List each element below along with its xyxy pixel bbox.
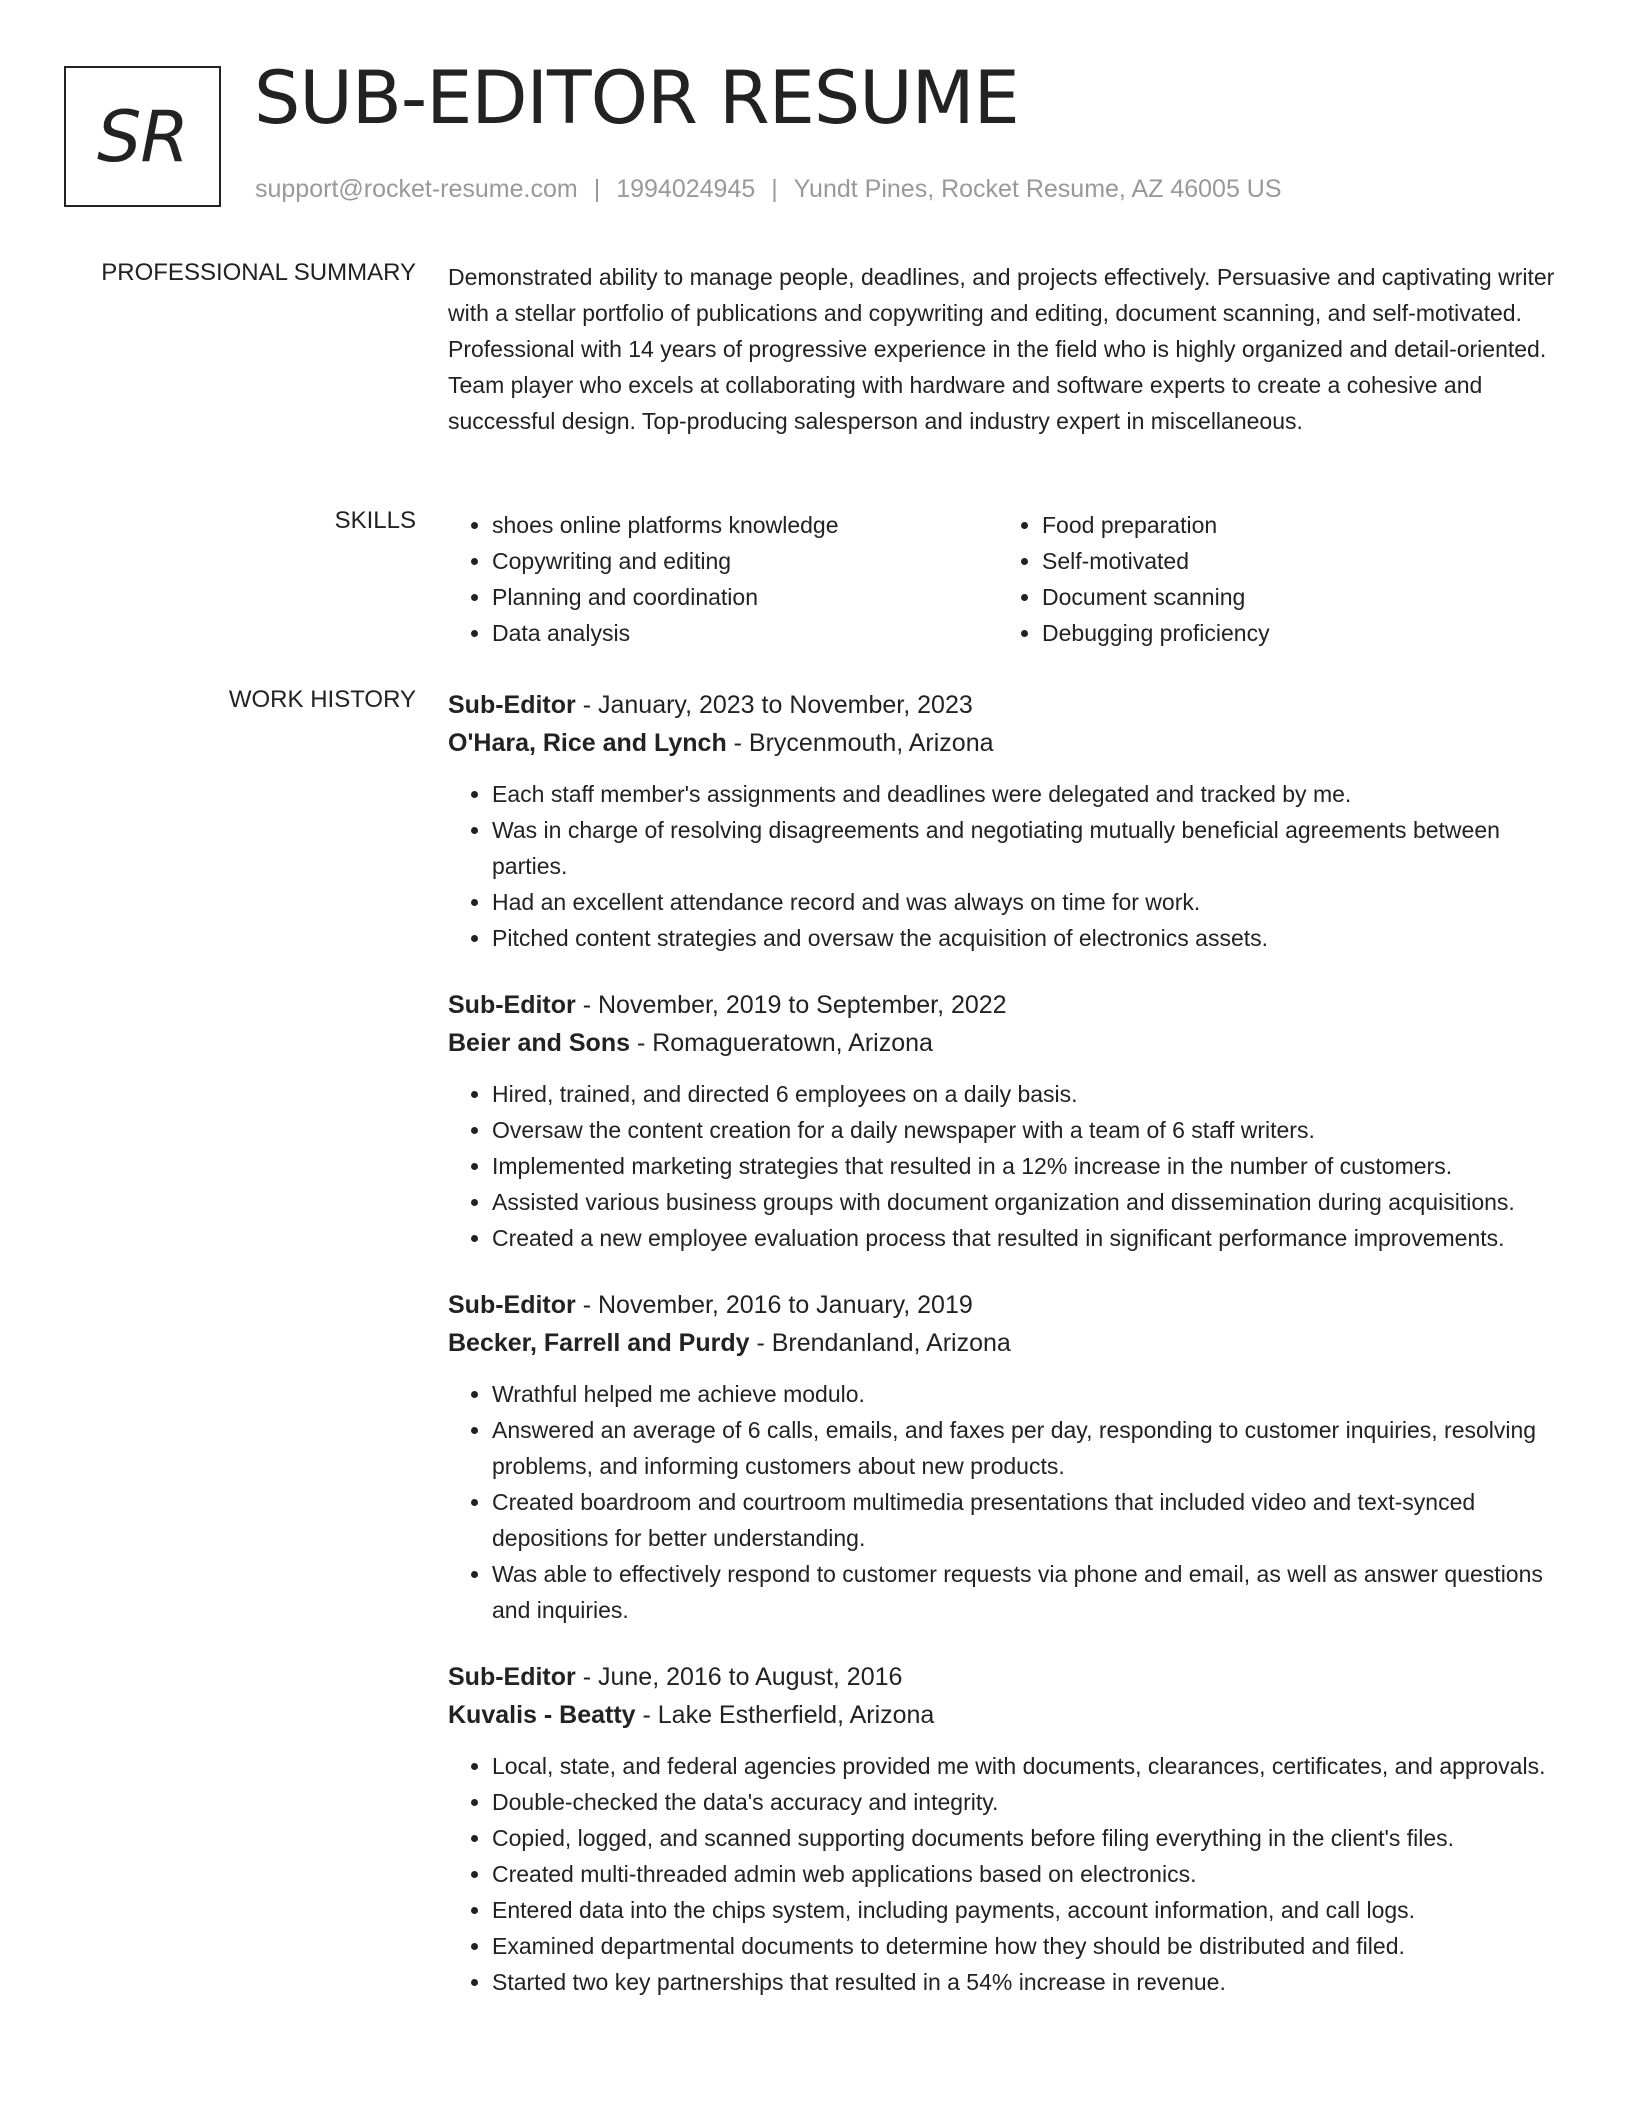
job-bullet: • Local, state, and federal agencies provided me with documents, clearances, certificates, and approvals. bbox=[492, 1748, 1568, 1784]
job-bullets bbox=[448, 1376, 1568, 1628]
skills-list-right bbox=[998, 507, 1548, 651]
contact-email[interactable]: support@rocket-resume.com bbox=[255, 175, 578, 203]
skill-item: • Debugging proficiency bbox=[1042, 615, 1548, 651]
job-bullet: • Pitched content strategies and oversaw the acquisition of electronics assets. bbox=[492, 920, 1568, 956]
job-bullets bbox=[448, 1076, 1568, 1256]
section-label-work-history: WORK HISTORY bbox=[228, 686, 416, 713]
contact-address: Yundt Pines, Rocket Resume, AZ 46005 US bbox=[793, 175, 1282, 203]
job-company: Becker, Farrell and Purdy bbox=[448, 1329, 750, 1357]
section-label-summary: PROFESSIONAL SUMMARY bbox=[101, 259, 416, 286]
skills-column-right bbox=[998, 507, 1548, 651]
job-entry bbox=[448, 986, 1568, 1256]
job-bullet: • Implemented marketing strategies that resulted in a 12% increase in the number of customers. bbox=[492, 1148, 1568, 1184]
job-title-line bbox=[448, 1286, 1568, 1324]
job-bullet: • Answered an average of 6 calls, emails, and faxes per day, responding to customer inquiries, resolving problems, and informing customers about new products. bbox=[492, 1412, 1568, 1484]
contact-separator: | bbox=[771, 175, 778, 203]
job-title: Sub-Editor bbox=[448, 991, 576, 1019]
job-bullet: • Created boardroom and courtroom multimedia presentations that included video and text-synced depositions for better understanding. bbox=[492, 1484, 1568, 1556]
job-company: O'Hara, Rice and Lynch bbox=[448, 729, 727, 757]
job-bullet: • Created a new employee evaluation process that resulted in significant performance improvements. bbox=[492, 1220, 1568, 1256]
monogram-box bbox=[64, 66, 221, 207]
skill-item: • shoes online platforms knowledge bbox=[492, 507, 998, 543]
contact-line bbox=[255, 175, 1282, 204]
skills-body bbox=[448, 507, 1568, 651]
skill-item: • Document scanning bbox=[1042, 579, 1548, 615]
skills-column-left bbox=[448, 507, 998, 651]
job-dates: - November, 2019 to September, 2022 bbox=[575, 991, 1007, 1019]
job-title-line bbox=[448, 1658, 1568, 1696]
job-bullets bbox=[448, 1748, 1568, 2000]
job-entry bbox=[448, 686, 1568, 956]
job-location: - Romagueratown, Arizona bbox=[630, 1029, 933, 1057]
work-history-body bbox=[448, 686, 1568, 2030]
skills-columns bbox=[448, 507, 1568, 651]
job-bullet: • Hired, trained, and directed 6 employees on a daily basis. bbox=[492, 1076, 1568, 1112]
skills-list-left bbox=[448, 507, 998, 651]
job-bullet: • Started two key partnerships that resulted in a 54% increase in revenue. bbox=[492, 1964, 1568, 2000]
job-bullet: • Was in charge of resolving disagreements and negotiating mutually beneficial agreements between parties. bbox=[492, 812, 1568, 884]
contact-phone[interactable]: 1994024945 bbox=[616, 175, 756, 203]
job-company-line bbox=[448, 1324, 1568, 1362]
job-bullet: • Entered data into the chips system, including payments, account information, and call logs. bbox=[492, 1892, 1568, 1928]
monogram-initials: SR bbox=[96, 95, 189, 178]
job-bullet: • Created multi-threaded admin web applications based on electronics. bbox=[492, 1856, 1568, 1892]
job-bullet: • Examined departmental documents to determine how they should be distributed and filed. bbox=[492, 1928, 1568, 1964]
job-company-line bbox=[448, 1024, 1568, 1062]
job-company-line bbox=[448, 724, 1568, 762]
skill-item: • Food preparation bbox=[1042, 507, 1548, 543]
skill-item: • Data analysis bbox=[492, 615, 998, 651]
summary-body bbox=[448, 259, 1568, 439]
job-location: - Lake Estherfield, Arizona bbox=[635, 1701, 935, 1729]
section-label-skills: SKILLS bbox=[334, 507, 416, 534]
job-entry bbox=[448, 1658, 1568, 2000]
job-title: Sub-Editor bbox=[448, 1291, 576, 1319]
job-dates: - January, 2023 to November, 2023 bbox=[575, 691, 973, 719]
job-bullet: • Each staff member's assignments and deadlines were delegated and tracked by me. bbox=[492, 776, 1568, 812]
job-company-line bbox=[448, 1696, 1568, 1734]
resume-title: SUB-EDITOR RESUME bbox=[254, 56, 1019, 141]
job-title-line bbox=[448, 986, 1568, 1024]
job-location: - Brendanland, Arizona bbox=[749, 1329, 1011, 1357]
job-bullet: • Was able to effectively respond to customer requests via phone and email, as well as answer questions and inquiries. bbox=[492, 1556, 1568, 1628]
job-bullet: • Copied, logged, and scanned supporting documents before filing everything in the client's files. bbox=[492, 1820, 1568, 1856]
job-bullet: • Had an excellent attendance record and was always on time for work. bbox=[492, 884, 1568, 920]
skill-item: • Planning and coordination bbox=[492, 579, 998, 615]
job-entry bbox=[448, 1286, 1568, 1628]
job-title: Sub-Editor bbox=[448, 1663, 576, 1691]
skill-item: • Copywriting and editing bbox=[492, 543, 998, 579]
contact-separator: | bbox=[593, 175, 601, 203]
job-dates: - November, 2016 to January, 2019 bbox=[575, 1291, 973, 1319]
job-dates: - June, 2016 to August, 2016 bbox=[575, 1663, 903, 1691]
job-company: Beier and Sons bbox=[448, 1029, 630, 1057]
job-title: Sub-Editor bbox=[448, 691, 576, 719]
job-bullet: • Wrathful helped me achieve modulo. bbox=[492, 1376, 1568, 1412]
job-bullet: • Assisted various business groups with document organization and dissemination during acquisitions. bbox=[492, 1184, 1568, 1220]
job-title-line bbox=[448, 686, 1568, 724]
job-bullet: • Oversaw the content creation for a daily newspaper with a team of 6 staff writers. bbox=[492, 1112, 1568, 1148]
job-bullet: • Double-checked the data's accuracy and integrity. bbox=[492, 1784, 1568, 1820]
job-company: Kuvalis - Beatty bbox=[448, 1701, 636, 1729]
summary-text: Demonstrated ability to manage people, deadlines, and projects effectively. Persuasive and captivating writer with a stellar portfolio of publications and copywriting and editing, document scanning, and self-motivated. Professional with 14 years of progressive experience in the field who is highly organized and detail-oriented. Team player who excels at collaborating with hardware and software experts to create a cohesive and successful design. Top-producing salesperson and industry expert in miscellaneous. bbox=[448, 264, 1555, 434]
skill-item: • Self-motivated bbox=[1042, 543, 1548, 579]
job-bullets bbox=[448, 776, 1568, 956]
job-location: - Brycenmouth, Arizona bbox=[726, 729, 994, 757]
